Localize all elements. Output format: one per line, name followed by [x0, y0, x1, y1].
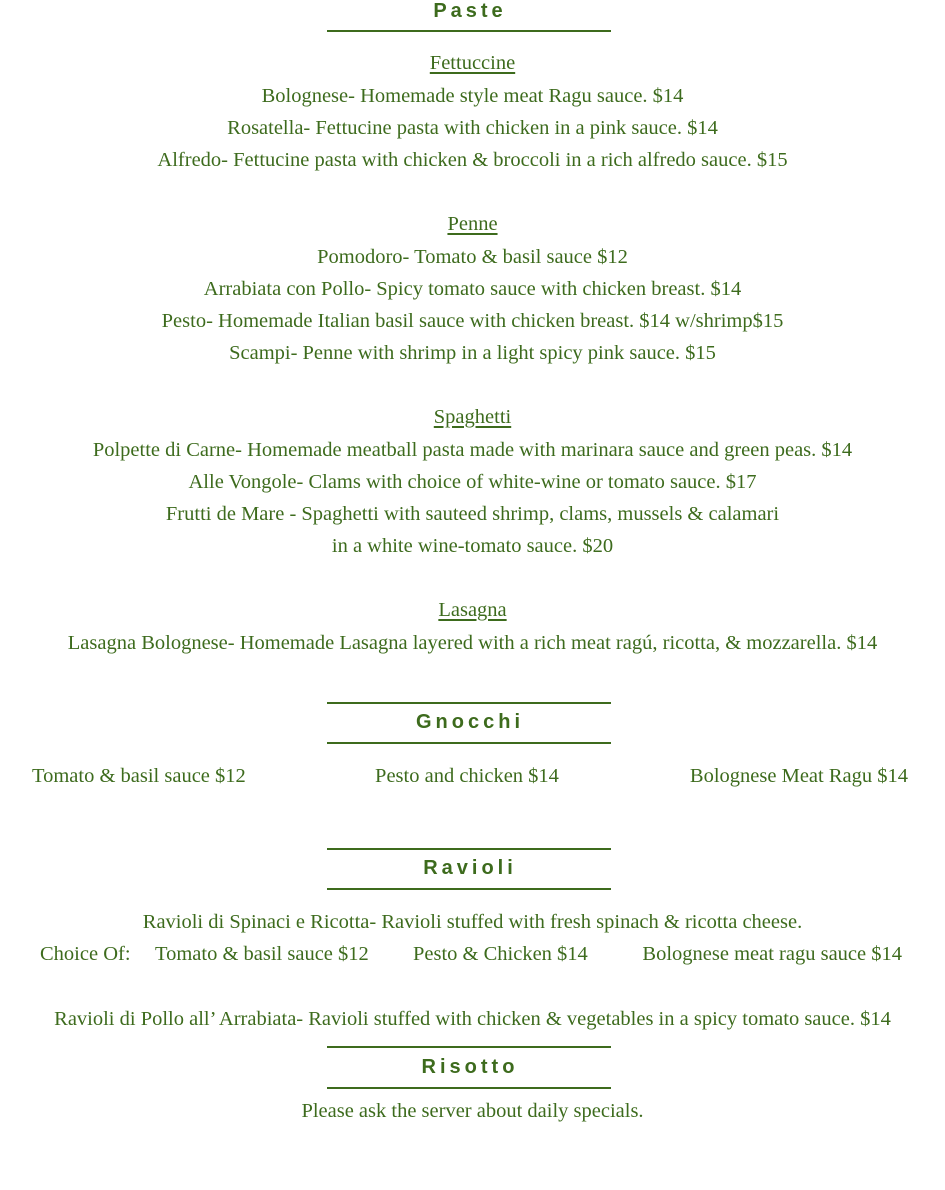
gnocchi-option: Bolognese Meat Ragu $14 — [689, 765, 908, 787]
ravioli-choice: Bolognese meat ragu sauce $14 — [642, 943, 902, 965]
gnocchi-divider-bottom — [327, 742, 611, 744]
penne-item: Scampi- Penne with shrimp in a light spicy pink sauce. $15 — [229, 342, 716, 364]
spaghetti-item: Frutti de Mare - Spaghetti with sauteed shrimp, clams, mussels & calamari — [165, 503, 780, 525]
gnocchi-option: Tomato & basil sauce $12 — [32, 765, 246, 787]
risotto-divider-bottom — [327, 1087, 611, 1089]
spaghetti-subheading: Spaghetti — [433, 406, 512, 428]
penne-item: Pesto- Homemade Italian basil sauce with chicken breast. $14 w/shrimp$15 — [161, 310, 784, 332]
fettuccine-item: Rosatella- Fettucine pasta with chicken in a pink sauce. $14 — [227, 117, 718, 139]
ravioli-divider-top — [327, 848, 611, 850]
ravioli-heading: Ravioli — [423, 857, 517, 879]
paste-heading: Paste — [433, 0, 507, 22]
fettuccine-item: Alfredo- Fettucine pasta with chicken & broccoli in a rich alfredo sauce. $15 — [157, 149, 788, 171]
paste-divider — [327, 30, 611, 32]
gnocchi-heading: Gnocchi — [415, 711, 524, 733]
ravioli-choice: Pesto & Chicken $14 — [413, 943, 588, 965]
penne-item: Pomodoro- Tomato & basil sauce $12 — [317, 246, 628, 268]
ravioli-choice-label: Choice Of: — [40, 943, 131, 965]
risotto-note: Please ask the server about daily specials. — [301, 1100, 644, 1122]
fettuccine-subheading: Fettuccine — [429, 52, 516, 74]
spaghetti-item: in a white wine-tomato sauce. $20 — [331, 535, 614, 557]
gnocchi-option: Pesto and chicken $14 — [375, 765, 559, 787]
spaghetti-item: Alle Vongole- Clams with choice of white-wine or tomato sauce. $17 — [188, 471, 757, 493]
penne-subheading: Penne — [447, 213, 498, 235]
ravioli-divider-bottom — [327, 888, 611, 890]
ravioli-pollo-item: Ravioli di Pollo all’ Arrabiata- Ravioli stuffed with chicken & vegetables in a spicy tomato sauce. $14 — [54, 1008, 891, 1030]
spaghetti-item: Polpette di Carne- Homemade meatball pasta made with marinara sauce and green peas. $14 — [92, 439, 853, 461]
ravioli-choice: Tomato & basil sauce $12 — [155, 943, 369, 965]
gnocchi-divider-top — [327, 702, 611, 704]
fettuccine-item: Bolognese- Homemade style meat Ragu sauce. $14 — [261, 85, 684, 107]
penne-item: Arrabiata con Pollo- Spicy tomato sauce with chicken breast. $14 — [203, 278, 742, 300]
lasagna-subheading: Lasagna — [438, 599, 507, 621]
risotto-divider-top — [327, 1046, 611, 1048]
lasagna-item: Lasagna Bolognese- Homemade Lasagna layered with a rich meat ragú, ricotta, & mozzarella. $14 — [67, 632, 878, 654]
ravioli-spinaci-item: Ravioli di Spinaci e Ricotta- Ravioli stuffed with fresh spinach & ricotta cheese. — [142, 911, 803, 933]
risotto-heading: Risotto — [421, 1056, 519, 1078]
